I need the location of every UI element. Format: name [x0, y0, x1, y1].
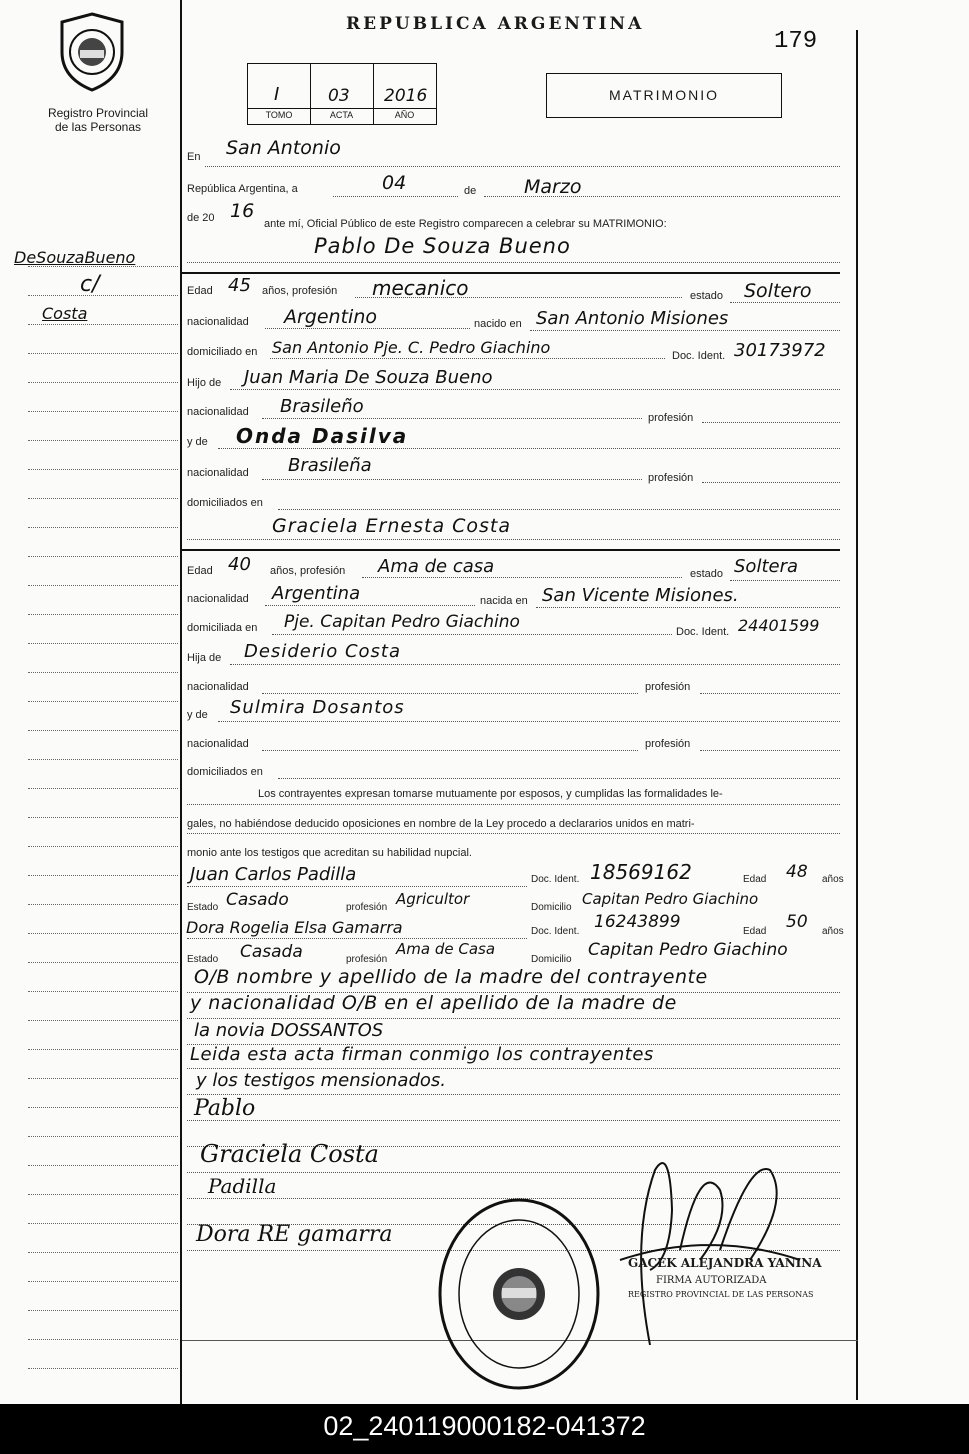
witness1-dom-label: Domicilio: [531, 902, 572, 913]
margin-rule: [28, 846, 178, 847]
margin-rule: [28, 614, 178, 615]
groom-nac-label: nacionalidad: [187, 316, 249, 328]
bride-name: Graciela Ernesta Costa: [272, 515, 512, 537]
witness1-edad: 48: [786, 862, 808, 882]
acta-value: 03: [328, 86, 350, 106]
groom-nacido-label: nacido en: [474, 318, 522, 330]
margin-rule: [28, 1339, 178, 1340]
witness1-anos-label: años: [822, 874, 844, 885]
margin-note-line2: c/: [80, 272, 100, 297]
groom-padre-nac: Brasileño: [280, 396, 364, 417]
note-line3: la novia DOSSANTOS: [194, 1020, 384, 1041]
witness1-doc-label: Doc. Ident.: [531, 874, 580, 885]
groom-padre-prof-label: profesión: [648, 412, 694, 424]
margin-rule: [28, 1049, 178, 1050]
margin-rule: [28, 1281, 178, 1282]
margin-rule: [28, 1078, 178, 1079]
witness1-estado-label: Estado: [187, 902, 219, 913]
declaration-line1: Los contrayentes expresan tomarse mutuamente por esposos, y cumplidas las formalidades le-: [258, 788, 723, 800]
groom-padre-nac-label: nacionalidad: [187, 406, 249, 418]
witness1-domicilio: Capitan Pedro Giachino: [582, 890, 759, 908]
groom-madre-prof-label: profesión: [648, 472, 694, 484]
tomo-label: TOMO: [265, 110, 293, 120]
margin-rule: [28, 1223, 178, 1224]
de-label: de: [464, 185, 477, 197]
groom-name: Pablo De Souza Bueno: [314, 234, 571, 258]
margin-rule: [28, 904, 178, 905]
margin-rule: [28, 1020, 178, 1021]
margin-rule: [28, 1165, 178, 1166]
margin-rule: [28, 353, 178, 354]
bride-anos-label: años, profesión: [270, 565, 346, 577]
year-value: 16: [230, 200, 255, 222]
witness2-prof-label: profesión: [346, 954, 388, 965]
bride-dom-label: domiciliada en: [187, 622, 258, 634]
margin-rule: [28, 324, 178, 325]
margin-rule: [28, 1194, 178, 1195]
bride-madre: Sulmira Dosantos: [230, 697, 405, 718]
intro-text: ante mí, Oficial Público de este Registro comparecen a celebrar su MATRIMONIO:: [264, 218, 667, 230]
official-signature: [610, 1150, 810, 1350]
groom-estado: Soltero: [744, 280, 812, 302]
margin-rule: [28, 933, 178, 934]
bride-nac-label: nacionalidad: [187, 593, 249, 605]
en-value: San Antonio: [226, 137, 341, 159]
margin-rule: [28, 962, 178, 963]
margin-rule: [28, 643, 178, 644]
tomo-value: I: [274, 84, 280, 105]
margin-rule: [28, 701, 178, 702]
margin-rule: [28, 556, 178, 557]
bride-edad-label: Edad: [187, 565, 213, 577]
declaration-line3: monio ante los testigos que acreditan su habilidad nupcial.: [187, 847, 472, 859]
groom-doc: 30173972: [734, 340, 826, 361]
bride-doc-label: Doc. Ident.: [676, 626, 730, 638]
signature-4: Dora RE gamarra: [196, 1222, 393, 1247]
witness1-prof-label: profesión: [346, 902, 388, 913]
record-id-box: [247, 63, 437, 125]
groom-nacido-en: San Antonio Misiones: [536, 308, 729, 329]
margin-rule: [28, 469, 178, 470]
en-label: En: [187, 151, 201, 163]
groom-anos-label: años, profesión: [262, 285, 338, 297]
groom-profesion: mecanico: [372, 276, 469, 300]
groom-estado-label: estado: [690, 290, 724, 302]
margin-note-line3: Costa: [42, 304, 88, 323]
margin-rule: [28, 1252, 178, 1253]
groom-madre: Onda Dasilva: [236, 424, 409, 448]
groom-edad-label: Edad: [187, 285, 213, 297]
republica-label: República Argentina, a: [187, 183, 298, 195]
witness2-estado: Casada: [240, 942, 303, 962]
day-value: 04: [382, 172, 407, 194]
bride-nacida-en: San Vicente Misiones.: [542, 585, 739, 606]
bride-doc: 24401599: [738, 616, 820, 635]
margin-rule: [28, 875, 178, 876]
bride-profesion: Ama de casa: [378, 556, 495, 577]
margin-note-line1: DeSouzaBueno: [14, 248, 136, 267]
witness2-doc-label: Doc. Ident.: [531, 926, 580, 937]
witness2-name: Dora Rogelia Elsa Gamarra: [186, 918, 403, 937]
witness2-edad: 50: [786, 912, 808, 932]
margin-rule: [28, 1368, 178, 1369]
margin-rule: [28, 1310, 178, 1311]
groom-hijo-label: Hijo de: [187, 377, 222, 389]
margin-rule: [28, 788, 178, 789]
bride-domicilio: Pje. Capitan Pedro Giachino: [284, 612, 520, 632]
witness2-dom-label: Domicilio: [531, 954, 572, 965]
bride-domiciliados-label: domiciliados en: [187, 766, 263, 778]
record-type: MATRIMONIO: [609, 87, 719, 103]
registry-name: Registro Provincial de las Personas: [47, 106, 149, 134]
official-title: FIRMA AUTORIZADA: [656, 1275, 767, 1286]
bride-nacida-label: nacida en: [480, 595, 528, 607]
witness1-name: Juan Carlos Padilla: [190, 864, 357, 885]
groom-dom-label: domiciliado en: [187, 346, 258, 358]
note-line4: Leida esta acta firman conmigo los contrayentes: [190, 1044, 654, 1065]
note-line1: O/B nombre y apellido de la madre del contrayente: [194, 966, 708, 988]
province-seal: [58, 12, 126, 92]
ano-label: AÑO: [394, 110, 415, 120]
margin-rule: [28, 759, 178, 760]
note-line5: y los testigos mensionados.: [196, 1070, 446, 1091]
witness1-estado: Casado: [226, 890, 289, 910]
note-line2: y nacionalidad O/B en el apellido de la madre de: [190, 992, 677, 1014]
ano-value: 2016: [384, 86, 428, 106]
groom-padre: Juan Maria De Souza Bueno: [244, 367, 493, 388]
bride-estado-label: estado: [690, 568, 724, 580]
witness1-profesion: Agricultor: [396, 890, 470, 908]
groom-madre-nac: Brasileña: [288, 455, 372, 476]
witness2-domicilio: Capitan Pedro Giachino: [588, 940, 788, 960]
signature-2: Graciela Costa: [200, 1140, 379, 1168]
margin-rule: [28, 411, 178, 412]
witness1-doc: 18569162: [590, 860, 692, 884]
groom-yde-label: y de: [187, 436, 208, 448]
witness2-edad-label: Edad: [743, 926, 767, 937]
groom-domiciliados-label: domiciliados en: [187, 497, 263, 509]
groom-nacionalidad: Argentino: [284, 306, 377, 328]
groom-doc-label: Doc. Ident.: [672, 350, 726, 362]
bride-nacionalidad: Argentina: [272, 583, 361, 604]
bride-padre-nac-label: nacionalidad: [187, 681, 249, 693]
acta-label: ACTA: [329, 110, 354, 120]
margin-rule: [28, 817, 178, 818]
witness2-profesion: Ama de Casa: [396, 940, 496, 958]
document-id-footer: 02_240119000182-041372: [0, 1404, 969, 1454]
margin-rule: [28, 672, 178, 673]
bride-padre: Desiderio Costa: [244, 641, 401, 662]
margin-rule: [28, 295, 178, 296]
witness2-estado-label: Estado: [187, 954, 219, 965]
margin-rule: [28, 382, 178, 383]
official-name: GACEK ALEJANDRA YANINA: [628, 1256, 822, 1270]
margin-rule: [28, 440, 178, 441]
bride-yde-label: y de: [187, 709, 208, 721]
bride-estado: Soltera: [734, 556, 799, 577]
margin-rule: [28, 527, 178, 528]
groom-edad: 45: [228, 275, 251, 296]
year-prefix: de 20: [187, 212, 215, 224]
signature-3: Padilla: [208, 1174, 277, 1198]
signature-1: Pablo: [194, 1096, 256, 1121]
official-office: REGISTRO PROVINCIAL DE LAS PERSONAS: [628, 1290, 814, 1299]
bride-madre-prof-label: profesión: [645, 738, 691, 750]
witness2-anos-label: años: [822, 926, 844, 937]
country-title: REPUBLICA ARGENTINA: [346, 14, 645, 34]
margin-rule: [28, 1107, 178, 1108]
record-type-box: [546, 73, 782, 118]
margin-rule: [28, 1136, 178, 1137]
month-value: Marzo: [524, 176, 582, 198]
witness2-doc: 16243899: [594, 912, 681, 932]
margin-rule: [28, 498, 178, 499]
right-border: [856, 30, 858, 1400]
bride-edad: 40: [228, 554, 251, 575]
witness1-edad-label: Edad: [743, 874, 767, 885]
bride-hija-label: Hija de: [187, 652, 222, 664]
groom-madre-nac-label: nacionalidad: [187, 467, 249, 479]
bride-madre-nac-label: nacionalidad: [187, 738, 249, 750]
groom-domicilio: San Antonio Pje. C. Pedro Giachino: [272, 338, 551, 357]
margin-rule: [28, 991, 178, 992]
margin-rule: [28, 730, 178, 731]
margin-rule: [28, 585, 178, 586]
page-number: 179: [774, 28, 818, 55]
official-stamp: [436, 1196, 602, 1392]
bride-padre-prof-label: profesión: [645, 681, 691, 693]
declaration-line2: gales, no habiéndose deducido oposiciones en nombre de la Ley procedo a declararios unidos en matri-: [187, 818, 695, 830]
